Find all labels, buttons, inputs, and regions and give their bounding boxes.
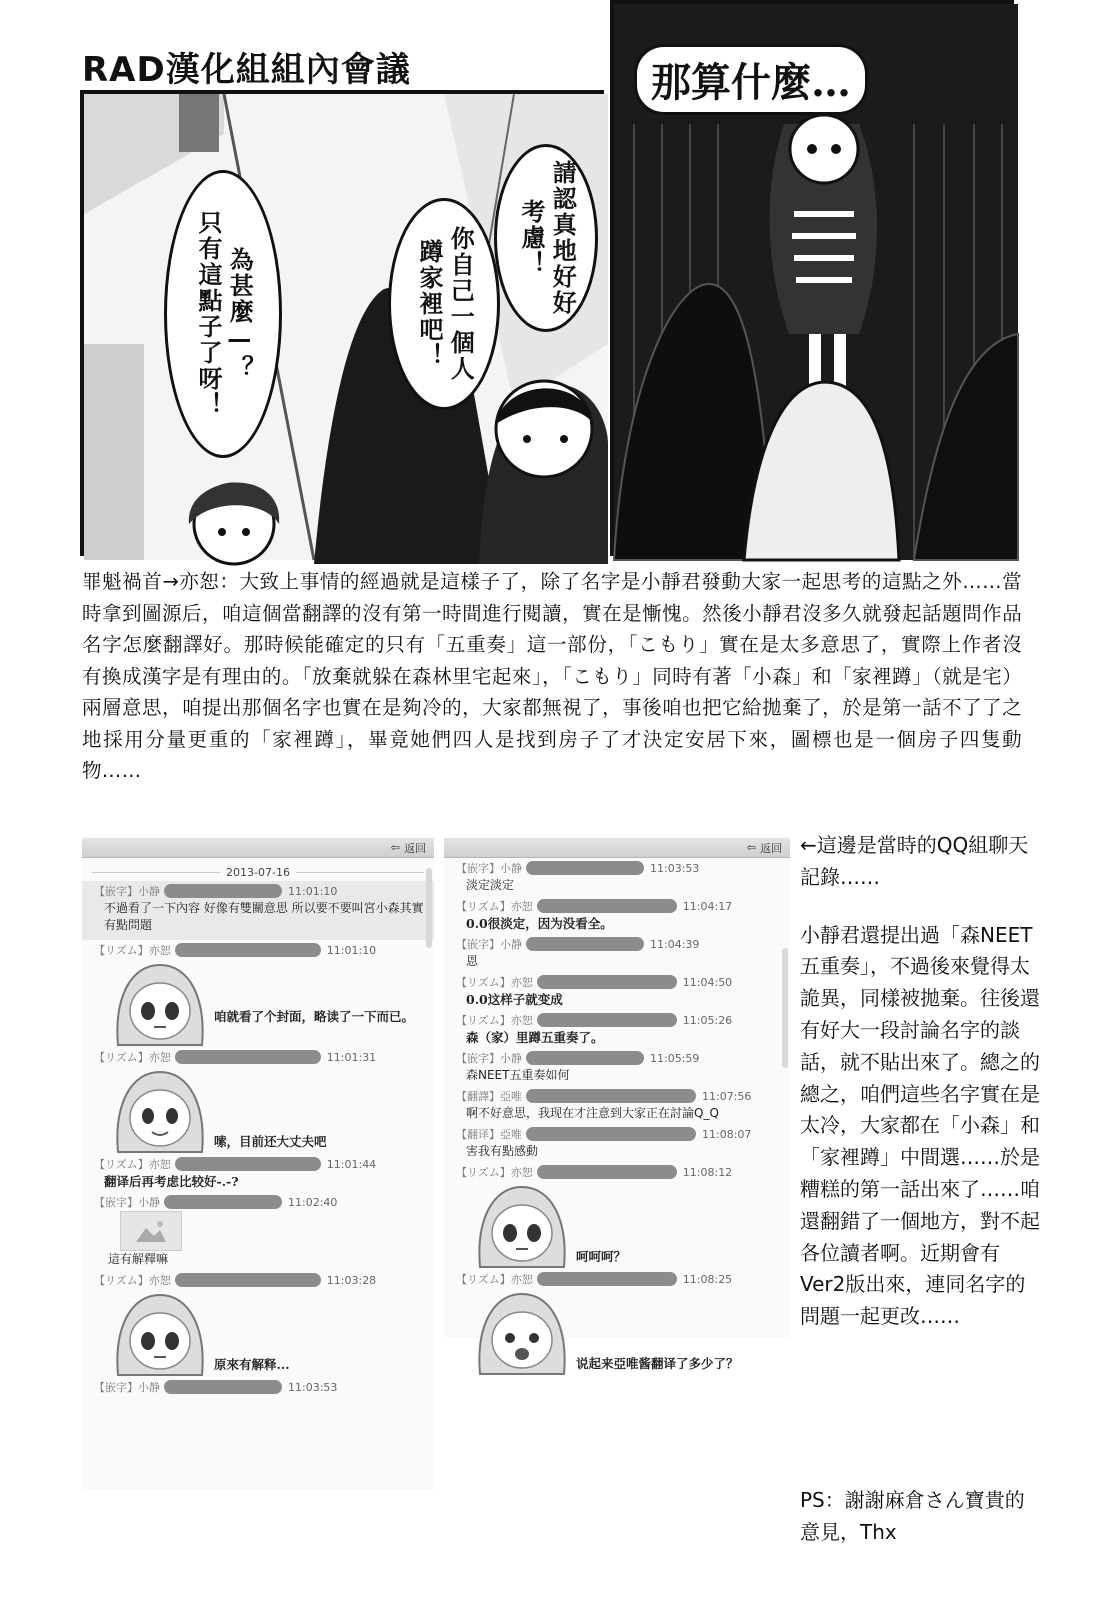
sender-name: 【リズム】亦恕 (456, 900, 533, 913)
ps-thanks-note: PS：謝謝麻倉さん寶貴的意見，Thx (800, 1488, 1025, 1544)
sticker-caption: 呵呵呵？ (576, 1249, 627, 1264)
side-note-paragraph: 小靜君還提出過「森NEET五重奏」，不過後來覺得太詭異，同樣被拋棄。往後還有好大一段討論名字的談話，就不貼出來了。總之的總之，咱們這些名字實在是太冷，大家都在「小森」和「家裡蹲」中間選……於是糟糕的第一話出來了……咱還翻錯了一個地方，對不起各位讀者啊。近期會有Ver2版出來，連同名字的問題一起更改…… (800, 922, 1040, 1329)
redacted-id (175, 1157, 321, 1171)
chat-header (444, 838, 790, 858)
speech-bubble-consider (494, 144, 598, 332)
sender-name: 【リズム】亦恕 (94, 1274, 171, 1287)
sender-name: 【リズム】亦恕 (94, 944, 171, 957)
msg-time: 11:08:07 (702, 1127, 752, 1141)
msg-time: 11:07:56 (702, 1089, 752, 1103)
chat-message (82, 1154, 434, 1192)
msg-text: 森NEET五重奏如何 (466, 1068, 570, 1082)
redacted-id (175, 943, 321, 957)
chat-message (82, 1047, 434, 1154)
side-commentary (800, 830, 1040, 1359)
msg-time: 11:03:53 (650, 861, 700, 875)
page-title-right: 那算什麼… (634, 44, 868, 115)
happy-girl-sticker-icon (472, 1288, 572, 1374)
back-arrow-icon[interactable]: ⇦ (390, 841, 400, 854)
msg-text: 0.0很淡定，因为没看全。 (466, 916, 613, 931)
chat-message (82, 881, 434, 940)
sender-name: 【翻译】亞唯 (456, 1128, 522, 1141)
msg-text: 恩 (466, 954, 479, 968)
chat-message (444, 1010, 790, 1048)
bubble-line: 為甚麼—？ (225, 247, 254, 381)
sticker-caption: 说起来亞唯酱翻译了多少了？ (576, 1356, 739, 1371)
sender-name: 【嵌字】小静 (456, 862, 522, 875)
sender-name: 【嵌字】小静 (94, 1381, 160, 1394)
chat-message (82, 1270, 434, 1377)
msg-text: 這有解釋嘛 (108, 1252, 169, 1266)
manga-panel-dark (610, 0, 1014, 556)
smile-girl-sticker-icon (110, 1066, 210, 1152)
msg-time: 11:04:50 (682, 975, 733, 989)
chat-message (444, 1162, 790, 1269)
page-title-left: RAD漢化組組內會議 (82, 50, 411, 90)
bubble-line: 請認真地好好 (548, 160, 577, 316)
bubble-line: 你自己一個人 (446, 226, 475, 382)
msg-text: 啊不好意思，我现在才注意到大家正在討論Q_Q (466, 1106, 719, 1120)
redacted-id (164, 884, 282, 898)
msg-time: 11:05:59 (650, 1051, 700, 1065)
msg-text: 森（家）里蹲五重奏了。 (466, 1030, 604, 1045)
msg-text: 0.0这样子就变成 (466, 992, 563, 1007)
speech-bubble-stay-home (388, 198, 500, 410)
msg-time: 11:01:10 (288, 884, 338, 898)
translator-commentary: 罪魁禍首→亦恕：大致上事情的經過就是這樣子了，除了名字是小靜君發動大家一起思考的這點之外……當時拿到圖源后，咱這個當翻譯的沒有第一時間進行閱讀，實在是慚愧。然後小靜君沒多久就發起話題問作品名字怎麼翻譯好。那時候能確定的只有「五重奏」這一部份，「こもり」實在是太多意思了，實際上作者沒有換成漢字是有理由的。「放棄就躲在森林里宅起來」，「こもり」同時有著「小森」和「家裡蹲」（就是宅）兩層意思，咱提出那個名字也實在是夠冷的，大家都無視了，事後咱也把它給拋棄了，於是第一話不了了之地採用分量更重的「家裡蹲」，畢竟她們四人是找到房子了才決定安居下來，圖標也是一個房子四隻動物…… (82, 570, 1022, 782)
qq-chat-log-right (444, 838, 790, 1371)
bubble-line: 考慮！ (517, 199, 545, 277)
msg-time: 11:01:31 (326, 1050, 377, 1064)
chat-header (82, 838, 434, 858)
msg-time: 11:05:26 (682, 1013, 733, 1027)
sticker-caption: 嗦，目前还大丈夫吧 (214, 1134, 327, 1149)
sticker-caption: 咱就看了个封面，略读了一下而已。 (214, 1009, 415, 1024)
msg-time: 11:08:12 (682, 1165, 733, 1179)
redacted-id (175, 1273, 321, 1287)
chat-message (444, 934, 790, 972)
chat-date: 2013-07-16 (226, 866, 290, 879)
chat-scrollbar[interactable] (782, 948, 788, 1068)
msg-text: 害我有點感動 (466, 1144, 539, 1158)
redacted-id (526, 1051, 644, 1065)
chat-message (82, 940, 434, 1047)
sleepy-girl-sticker-icon (110, 1289, 210, 1375)
msg-time: 11:04:39 (650, 937, 700, 951)
msg-time: 11:02:40 (288, 1195, 338, 1209)
redacted-id (164, 1195, 282, 1209)
chat-message (82, 1192, 434, 1270)
chat-message (444, 1124, 790, 1162)
sender-name: 【嵌字】小静 (456, 1052, 522, 1065)
back-button[interactable]: 返回 (760, 841, 782, 855)
redacted-id (537, 1013, 677, 1027)
date-separator (82, 866, 434, 879)
sender-name: 【嵌字】小静 (456, 938, 522, 951)
redacted-id (526, 1089, 696, 1103)
bubble-line: 只有這點子了呀！ (194, 210, 222, 418)
chat-message (444, 1269, 790, 1376)
redacted-id (526, 937, 644, 951)
msg-time: 11:08:25 (682, 1272, 733, 1286)
sender-name: 【リズム】亦恕 (456, 1166, 533, 1179)
sender-name: 【リズム】亦恕 (456, 976, 533, 989)
sender-name: 【リズム】亦恕 (94, 1051, 171, 1064)
manga-panel-meeting (80, 90, 604, 556)
redacted-id (537, 1165, 677, 1179)
chat-message (82, 1377, 434, 1398)
speech-bubble-why (164, 170, 282, 458)
qq-chat-log-left (82, 838, 434, 1490)
msg-time: 11:01:44 (326, 1157, 377, 1171)
redacted-id (537, 975, 677, 989)
msg-text: 翻译后再考虑比较好-.-? (104, 1174, 239, 1189)
redacted-id (164, 1380, 282, 1394)
redacted-id (537, 899, 677, 913)
bubble-line: 蹲家裡吧！ (415, 239, 443, 369)
sender-name: 【嵌字】小静 (94, 885, 160, 898)
sleepy-girl-sticker-icon (472, 1181, 572, 1267)
sender-name: 【リズム】亦恕 (94, 1158, 171, 1171)
chat-message (444, 858, 790, 896)
chat-message (444, 972, 790, 1010)
sender-name: 【嵌字】小静 (94, 1196, 160, 1209)
msg-time: 11:03:28 (326, 1273, 377, 1287)
msg-time: 11:03:53 (288, 1380, 338, 1394)
side-note-paragraph: ←這邊是當時的QQ組聊天記錄…… (800, 833, 1029, 889)
image-placeholder-icon[interactable] (120, 1211, 182, 1251)
sender-name: 【リズム】亦恕 (456, 1014, 533, 1027)
msg-text: 不過看了一下內容 好像有雙關意思 所以要不要叫宮小森其實有點問題 (104, 901, 424, 932)
msg-time: 11:04:17 (682, 899, 733, 913)
chat-scrollbar[interactable] (426, 868, 432, 948)
redacted-id (526, 861, 644, 875)
chat-message (444, 1086, 790, 1124)
redacted-id (175, 1050, 321, 1064)
sender-name: 【翻譯】亞唯 (456, 1090, 522, 1103)
msg-time: 11:01:10 (326, 943, 377, 957)
chat-message (444, 896, 790, 934)
redacted-id (526, 1127, 696, 1141)
sender-name: 【リズム】亦恕 (456, 1273, 533, 1286)
chat-message (444, 1048, 790, 1086)
redacted-id (537, 1272, 677, 1286)
msg-text: 淡定淡定 (466, 878, 515, 892)
sleepy-girl-sticker-icon (110, 959, 210, 1045)
back-arrow-icon[interactable]: ⇦ (746, 841, 756, 854)
sticker-caption: 原來有解释... (214, 1357, 290, 1372)
back-button[interactable]: 返回 (404, 841, 426, 855)
